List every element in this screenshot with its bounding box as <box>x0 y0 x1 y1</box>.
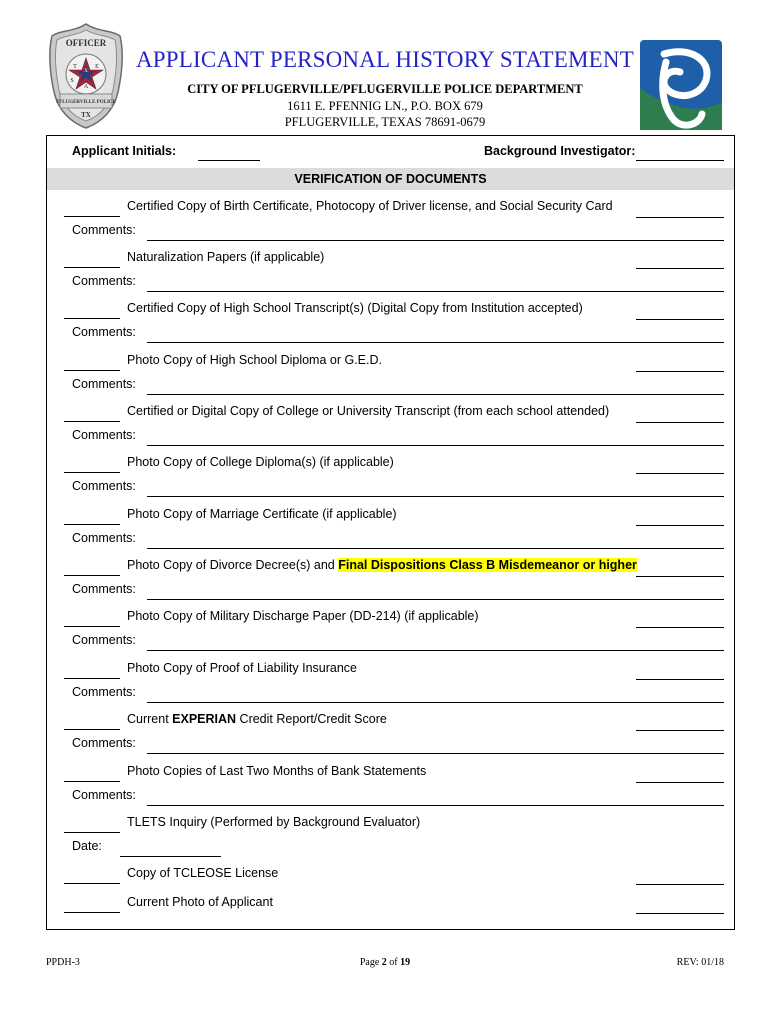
document-1-comments-label: Comments: <box>72 223 136 237</box>
document-6-initials-field[interactable] <box>64 472 120 473</box>
document-5-initials-field[interactable] <box>64 421 120 422</box>
document-11-initials-field[interactable] <box>64 729 120 730</box>
document-1-verified-field[interactable] <box>636 217 724 218</box>
document-label-text: Certified Copy of Birth Certificate, Photocopy of Driver license, and Social Security Card <box>127 199 613 213</box>
document-8-initials-field[interactable] <box>64 575 120 576</box>
document-12-comments-label: Comments: <box>72 788 136 802</box>
document-15-label <box>127 895 273 909</box>
document-label-text: Copy of TCLEOSE License <box>127 866 279 880</box>
badge-letter-x: X <box>84 69 88 74</box>
document-7-comments-field[interactable] <box>147 548 724 549</box>
document-9-comments-label: Comments: <box>72 633 136 647</box>
document-5-verified-field[interactable] <box>636 422 724 423</box>
document-label-after: Credit Report/Credit Score <box>236 712 387 726</box>
applicant-initials-label: Applicant Initials: <box>72 144 177 158</box>
document-label-text: Photo Copy of High School Diploma or G.E.D. <box>127 353 382 367</box>
document-10-verified-field[interactable] <box>636 679 724 680</box>
document-11-comments-field[interactable] <box>147 753 724 754</box>
document-15-initials-field[interactable] <box>64 912 120 913</box>
page-number <box>0 957 770 968</box>
revision: REV: 01/18 <box>676 957 724 968</box>
document-4-comments-label: Comments: <box>72 377 136 391</box>
address-line-1: 1611 E. PFENNIG LN., P.O. BOX 679 <box>287 99 483 113</box>
tlets-date-label: Date: <box>72 839 102 853</box>
badge-letter-t: T <box>73 64 77 70</box>
document-3-comments-field[interactable] <box>147 342 724 343</box>
document-label-text: Photo Copy of Marriage Certificate (if applicable) <box>127 507 397 521</box>
document-6-verified-field[interactable] <box>636 473 724 474</box>
page-current: 2 <box>381 957 387 968</box>
document-13-initials-field[interactable] <box>64 832 120 833</box>
document-9-initials-field[interactable] <box>64 626 120 627</box>
document-7-initials-field[interactable] <box>64 524 120 525</box>
document-label-text: Photo Copies of Last Two Months of Bank Statements <box>127 764 427 778</box>
document-2-comments-field[interactable] <box>147 291 724 292</box>
document-6-comments-label: Comments: <box>72 479 136 493</box>
page-title: APPLICANT PERSONAL HISTORY STATEMENT <box>136 47 634 72</box>
document-5-label <box>127 404 609 418</box>
address-line-2: PFLUGERVILLE, TEXAS 78691-0679 <box>284 115 486 129</box>
document-5-comments-label: Comments: <box>72 428 136 442</box>
badge-bottom-text: PFLUGERVILLE POLICE <box>56 100 116 105</box>
document-2-initials-field[interactable] <box>64 267 120 268</box>
document-label-text: Photo Copy of Proof of Liability Insurance <box>127 661 357 675</box>
document-7-verified-field[interactable] <box>636 525 724 526</box>
document-1-initials-field[interactable] <box>64 216 120 217</box>
document-label-text: Photo Copy of College Diploma(s) (if applicable) <box>127 455 394 469</box>
tlets-date-field[interactable] <box>120 856 221 857</box>
document-2-comments-label: Comments: <box>72 274 136 288</box>
badge-top-text: OFFICER <box>65 38 107 48</box>
document-9-verified-field[interactable] <box>636 627 724 628</box>
document-6-label <box>127 455 394 469</box>
document-label-text: Photo Copy of Divorce Decree(s) and <box>127 558 339 572</box>
document-8-label <box>127 558 637 572</box>
document-10-comments-field[interactable] <box>147 702 724 703</box>
document-1-label <box>127 199 613 213</box>
document-2-verified-field[interactable] <box>636 268 724 269</box>
document-label-text: Naturalization Papers (if applicable) <box>127 250 325 264</box>
department-name: CITY OF PFLUGERVILLE/PFLUGERVILLE POLICE DEPARTMENT <box>187 82 583 96</box>
document-3-initials-field[interactable] <box>64 318 120 319</box>
document-label-text: TLETS Inquiry (Performed by Background Evaluator) <box>127 815 421 829</box>
background-investigator-field[interactable] <box>636 160 724 161</box>
document-8-comments-field[interactable] <box>147 599 724 600</box>
document-2-label <box>127 250 324 264</box>
document-1-comments-field[interactable] <box>147 240 724 241</box>
document-highlight-text: Final Dispositions Class B Misdemeanor or higher <box>338 558 637 572</box>
document-9-label <box>127 609 479 623</box>
document-8-comments-label: Comments: <box>72 582 136 596</box>
document-label-text: Certified or Digital Copy of College or University Transcript (from each school attended) <box>127 404 610 418</box>
document-6-comments-field[interactable] <box>147 496 724 497</box>
document-4-initials-field[interactable] <box>64 370 120 371</box>
document-5-comments-field[interactable] <box>147 445 724 446</box>
document-label-text: Current Photo of Applicant <box>127 895 273 909</box>
city-logo-icon <box>640 40 722 130</box>
document-14-label <box>127 866 278 880</box>
document-4-verified-field[interactable] <box>636 371 724 372</box>
document-10-comments-label: Comments: <box>72 685 136 699</box>
page-prefix: Page <box>359 957 382 968</box>
document-11-comments-label: Comments: <box>72 736 136 750</box>
document-12-verified-field[interactable] <box>636 782 724 783</box>
document-label-text: Current <box>127 712 173 726</box>
badge-letter-e: E <box>95 64 99 70</box>
document-4-label <box>127 353 382 367</box>
document-3-label <box>127 301 583 315</box>
document-13-label <box>127 815 420 829</box>
document-3-comments-label: Comments: <box>72 325 136 339</box>
document-7-label <box>127 507 397 521</box>
document-14-verified-field[interactable] <box>636 884 724 885</box>
document-10-initials-field[interactable] <box>64 678 120 679</box>
document-11-label <box>127 712 387 726</box>
document-4-comments-field[interactable] <box>147 394 724 395</box>
document-15-verified-field[interactable] <box>636 913 724 914</box>
document-11-verified-field[interactable] <box>636 730 724 731</box>
document-12-initials-field[interactable] <box>64 781 120 782</box>
page-mid: of <box>386 957 401 968</box>
document-7-comments-label: Comments: <box>72 531 136 545</box>
document-12-comments-field[interactable] <box>147 805 724 806</box>
page-total: 19 <box>400 957 411 968</box>
form-id: PPDH-3 <box>46 957 80 968</box>
document-bold-text: EXPERIAN <box>172 712 237 726</box>
document-label-text: Certified Copy of High School Transcript(s) (Digital Copy from Institution accepted) <box>127 301 583 315</box>
document-9-comments-field[interactable] <box>147 650 724 651</box>
applicant-initials-field[interactable] <box>198 160 260 161</box>
badge-letter-a: A <box>83 84 89 90</box>
section-title: VERIFICATION OF DOCUMENTS <box>294 172 487 186</box>
badge-state: TX <box>81 111 91 119</box>
document-3-verified-field[interactable] <box>636 319 724 320</box>
background-investigator-label: Background Investigator: <box>484 144 636 158</box>
document-12-label <box>127 764 426 778</box>
document-label-text: Photo Copy of Military Discharge Paper (DD-214) (if applicable) <box>127 609 479 623</box>
document-10-label <box>127 661 357 675</box>
document-14-initials-field[interactable] <box>64 883 120 884</box>
badge-letter-s: S <box>70 78 74 84</box>
document-8-verified-field[interactable] <box>636 576 724 577</box>
